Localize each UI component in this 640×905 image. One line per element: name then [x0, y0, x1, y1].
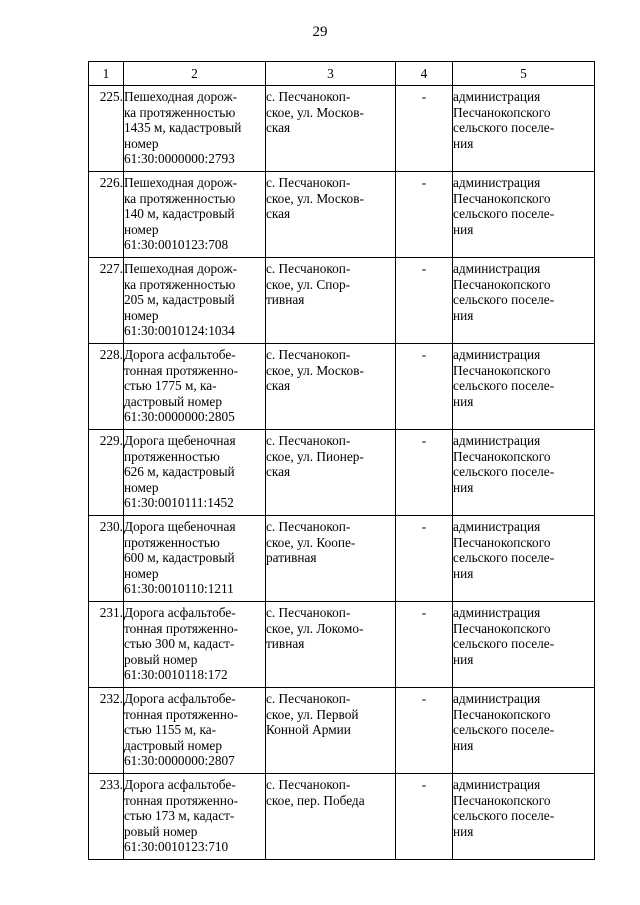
column-4-value: - — [396, 516, 453, 602]
column-4-value: - — [396, 430, 453, 516]
object-address: с. Песчанокоп- ское, ул. Локомо- тивная — [266, 602, 396, 688]
object-name: Пешеходная дорож- ка протяженностью 205 м, кадастровый номер 61:30:0010124:1034 — [124, 258, 266, 344]
table-row — [89, 86, 595, 172]
object-address: с. Песчанокоп- ское, ул. Первой Конной Армии — [266, 688, 396, 774]
column-4-value: - — [396, 774, 453, 860]
table-body — [89, 86, 595, 860]
table-row — [89, 774, 595, 860]
column-4-value: - — [396, 258, 453, 344]
object-owner: администрация Песчанокопского сельского поселе- ния — [453, 258, 595, 344]
column-4-value: - — [396, 86, 453, 172]
object-owner: администрация Песчанокопского сельского поселе- ния — [453, 516, 595, 602]
object-name: Дорога щебеночная протяженностью 600 м, кадастровый номер 61:30:0010110:1211 — [124, 516, 266, 602]
object-owner: администрация Песчанокопского сельского поселе- ния — [453, 344, 595, 430]
column-4-value: - — [396, 602, 453, 688]
property-registry-table — [88, 61, 595, 860]
row-number: 227. — [89, 258, 124, 344]
table-row — [89, 516, 595, 602]
object-name: Пешеходная дорож- ка протяженностью 1435 м, кадастровый номер 61:30:0000000:2793 — [124, 86, 266, 172]
column-4-value: - — [396, 344, 453, 430]
column-header-1: 1 — [89, 62, 124, 86]
row-number: 230. — [89, 516, 124, 602]
object-owner: администрация Песчанокопского сельского поселе- ния — [453, 172, 595, 258]
table-header-row — [89, 62, 595, 86]
row-number: 228. — [89, 344, 124, 430]
object-address: с. Песчанокоп- ское, ул. Москов- ская — [266, 344, 396, 430]
column-4-value: - — [396, 688, 453, 774]
table-row — [89, 258, 595, 344]
object-name: Дорога асфальтобе- тонная протяженно- стью 173 м, кадаст- ровый номер 61:30:0010123:710 — [124, 774, 266, 860]
column-4-value: - — [396, 172, 453, 258]
table-row — [89, 430, 595, 516]
column-header-5: 5 — [453, 62, 595, 86]
row-number: 231. — [89, 602, 124, 688]
column-header-4: 4 — [396, 62, 453, 86]
table-row — [89, 688, 595, 774]
page-number: 29 — [312, 24, 328, 40]
object-address: с. Песчанокоп- ское, ул. Пионер- ская — [266, 430, 396, 516]
object-name: Дорога асфальтобе- тонная протяженно- стью 1775 м, ка- дастровый номер 61:30:0000000:2805 — [124, 344, 266, 430]
row-number: 233. — [89, 774, 124, 860]
row-number: 226. — [89, 172, 124, 258]
object-address: с. Песчанокоп- ское, ул. Спор- тивная — [266, 258, 396, 344]
row-number: 225. — [89, 86, 124, 172]
object-address: с. Песчанокоп- ское, ул. Москов- ская — [266, 172, 396, 258]
table-row — [89, 172, 595, 258]
object-name: Дорога асфальтобе- тонная протяженно- стью 1155 м, ка- дастровый номер 61:30:0000000:2807 — [124, 688, 266, 774]
table-row — [89, 344, 595, 430]
object-address: с. Песчанокоп- ское, ул. Коопе- ративная — [266, 516, 396, 602]
object-owner: администрация Песчанокопского сельского поселе- ния — [453, 688, 595, 774]
object-owner: администрация Песчанокопского сельского поселе- ния — [453, 430, 595, 516]
object-address: с. Песчанокоп- ское, ул. Москов- ская — [266, 86, 396, 172]
object-name: Дорога асфальтобе- тонная протяженно- стью 300 м, кадаст- ровый номер 61:30:0010118:172 — [124, 602, 266, 688]
column-header-2: 2 — [124, 62, 266, 86]
table-row — [89, 602, 595, 688]
object-owner: администрация Песчанокопского сельского поселе- ния — [453, 86, 595, 172]
object-address: с. Песчанокоп- ское, пер. Победа — [266, 774, 396, 860]
row-number: 232. — [89, 688, 124, 774]
object-name: Пешеходная дорож- ка протяженностью 140 м, кадастровый номер 61:30:0010123:708 — [124, 172, 266, 258]
row-number: 229. — [89, 430, 124, 516]
object-owner: администрация Песчанокопского сельского поселе- ния — [453, 602, 595, 688]
object-name: Дорога щебеночная протяженностью 626 м, кадастровый номер 61:30:0010111:1452 — [124, 430, 266, 516]
object-owner: администрация Песчанокопского сельского поселе- ния — [453, 774, 595, 860]
column-header-3: 3 — [266, 62, 396, 86]
